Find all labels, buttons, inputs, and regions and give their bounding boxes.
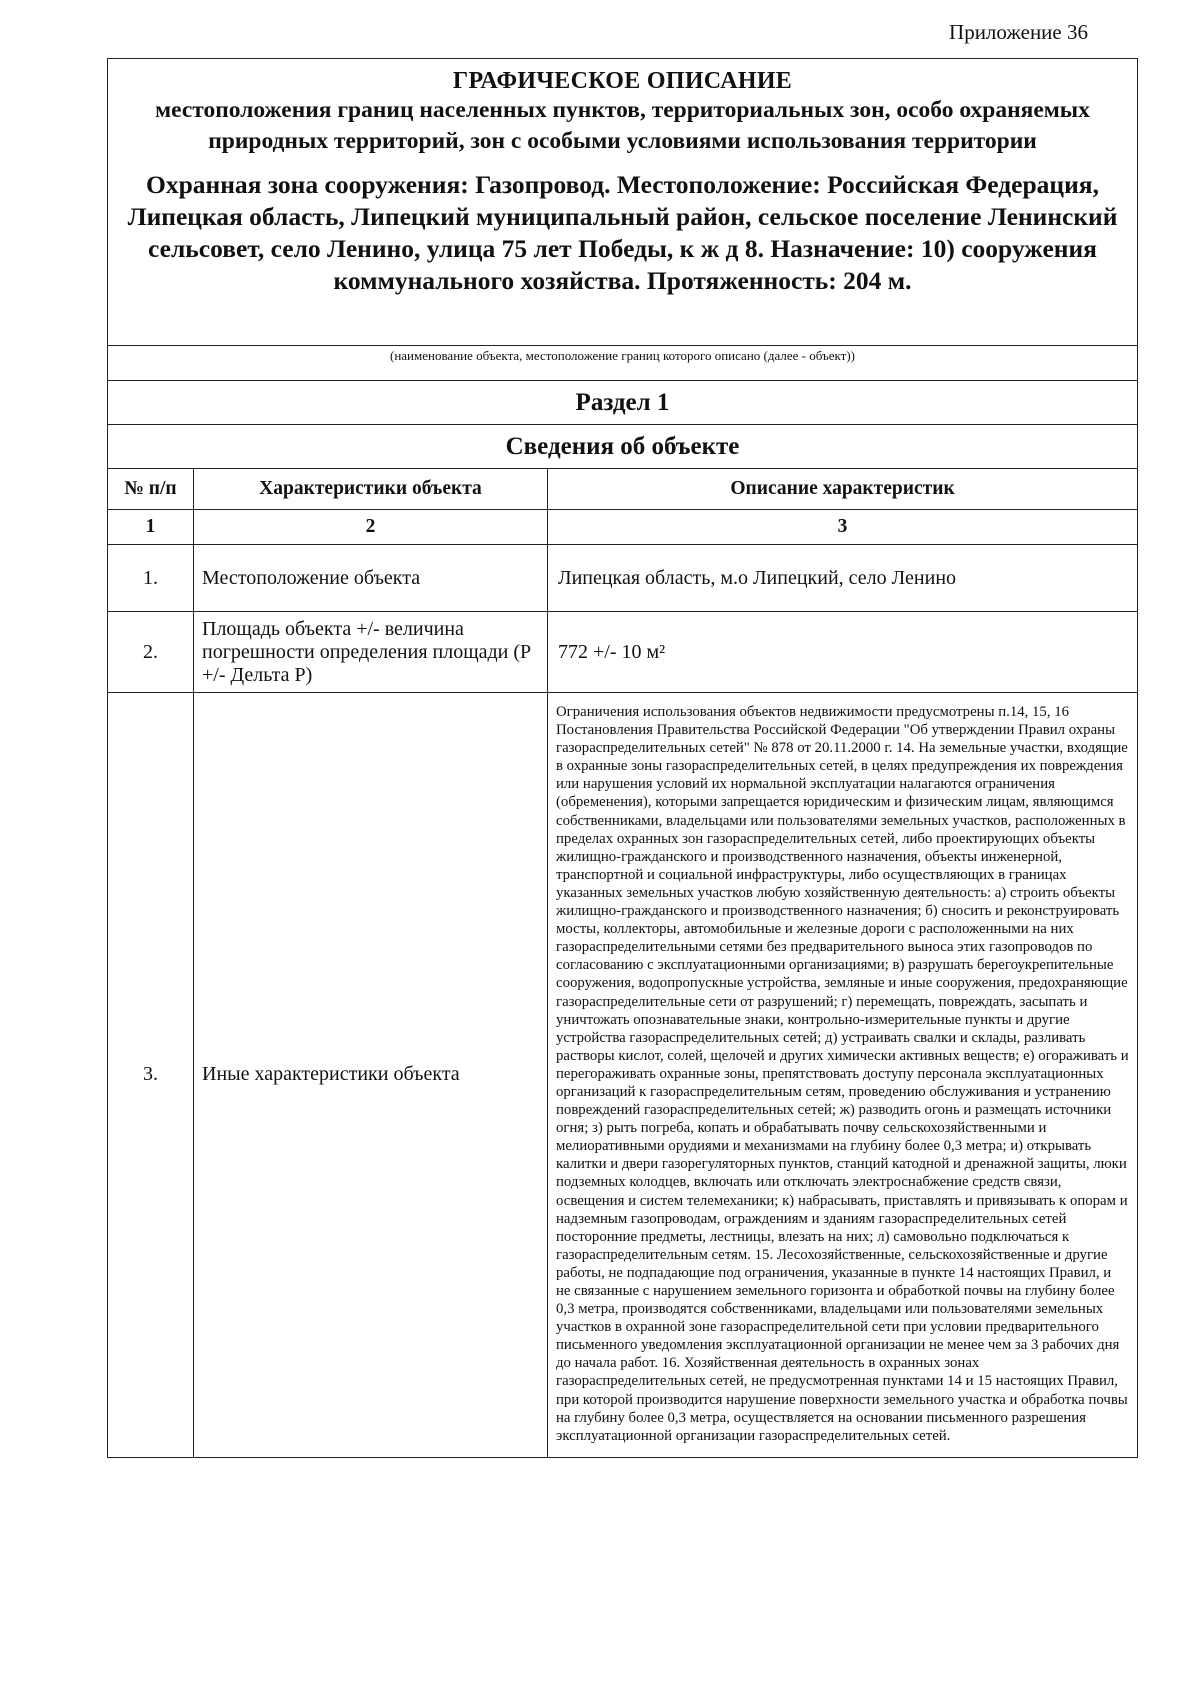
row-characteristic: Иные характеристики объекта bbox=[194, 693, 548, 1458]
row-characteristic: Площадь объекта +/- величина погрешности определения площади (Р +/- Дельта Р) bbox=[194, 612, 548, 693]
column-header-description: Описание характеристик bbox=[548, 469, 1138, 510]
column-number-row bbox=[108, 510, 1138, 545]
object-name: Охранная зона сооружения: Газопровод. Местоположение: Российская Федерация, Липецкая область, Липецкий муниципальный район, сельское поселение Ленинский сельсовет, село Ленино, улица 75 лет Победы, к ж д 8. Назначение: 10) сооружения коммунального хозяйства. Протяженность: 204 м. bbox=[127, 170, 1118, 295]
column-number: 1 bbox=[108, 510, 194, 545]
document-header bbox=[108, 59, 1138, 346]
row-description-cell bbox=[548, 693, 1138, 1458]
column-number: 2 bbox=[194, 510, 548, 545]
table-row bbox=[108, 545, 1138, 612]
column-header-characteristic: Характеристики объекта bbox=[194, 469, 548, 510]
column-header-number: № п/п bbox=[108, 469, 194, 510]
document-subtitle: местоположения границ населенных пунктов, территориальных зон, особо охраняемых природных территорий, зон с особыми условиями использования территории bbox=[155, 97, 1090, 154]
row-number: 2. bbox=[108, 612, 194, 693]
row-characteristic: Местоположение объекта bbox=[194, 545, 548, 612]
appendix-label: Приложение 36 bbox=[949, 20, 1088, 44]
column-number: 3 bbox=[548, 510, 1138, 545]
table-header-row bbox=[108, 469, 1138, 510]
section-title: Раздел 1 bbox=[108, 381, 1138, 425]
row-number: 1. bbox=[108, 545, 194, 612]
document-table bbox=[107, 58, 1138, 1458]
object-caption-cell bbox=[108, 346, 1138, 381]
section-subtitle: Сведения об объекте bbox=[108, 425, 1138, 469]
document-title: ГРАФИЧЕСКОЕ ОПИСАНИЕ bbox=[452, 68, 793, 94]
row-description: Липецкая область, м.о Липецкий, село Ленино bbox=[548, 545, 1138, 612]
table-row bbox=[108, 693, 1138, 1458]
object-caption: (наименование объекта, местоположение границ которого описано (далее - объект)) bbox=[390, 348, 855, 363]
row-description: 772 +/- 10 м² bbox=[548, 612, 1138, 693]
table-row bbox=[108, 612, 1138, 693]
row-description: Ограничения использования объектов недвижимости предусмотрены п.14, 15, 16 Постановления Правительства Российской Федерации "Об утверждении Правил охраны газораспределительных сетей" № 878 от 20.11.2000 г. 14. На земельные участки, входящие в охранные зоны газораспределительных сетей, в целях предупреждения их повреждения или нарушения условий их нормальной эксплуатации налагаются ограничения (обременения), которыми запрещается юридическим и физическим лицам, являющимся собственниками, владельцами или пользователями земельных участков, расположенных в пределах охранных зон газораспределительных сетей, либо проектирующих объекты жилищно-гражданского и производственного назначения, объекты инженерной, транспортной и социальной инфраструктуры, либо осуществляющих в границах указанных земельных участков любую хозяйственную деятельность: а) строить объекты жилищно-гражданского и производственного назначения; б) сносить и реконструировать мосты, коллекторы, автомобильные и железные дороги с расположенными на них газораспределительными сетями без предварительного выноса этих газопроводов по согласованию с эксплуатационными организациями; в) разрушать берегоукрепительные сооружения, водопропускные устройства, земляные и иные сооружения, предохраняющие газораспределительные сети от разрушений; г) перемещать, повреждать, засыпать и уничтожать опознавательные знаки, контрольно-измерительные пункты и другие устройства газораспределительных сетей; д) устраивать свалки и склады, разливать растворы кислот, солей, щелочей и других химически активных веществ; е) огораживать и перегораживать охранные зоны, препятствовать доступу персонала эксплуатационных организаций к газораспределительным сетям, проведению обслуживания и устранению повреждений газораспределительных сетей; ж) разводить огонь и размещать источники огня; з) рыть погреба, копать и обрабатывать почву сельскохозяйственными и мелиоративными орудиями и механизмами на глубину более 0,3 метра; и) открывать калитки и двери газорегуляторных пунктов, станций катодной и дренажной защиты, люки подземных колодцев, включать или отключать электроснабжение средств связи, освещения и систем телемеханики; к) набрасывать, приставлять и привязывать к опорам и надземным газопроводам, ограждениям и зданиям газораспределительных сетей посторонние предметы, лестницы, влезать на них; л) самовольно подключаться к газораспределительным сетям. 15. Лесохозяйственные, сельскохозяйственные и другие работы, не подпадающие под ограничения, указанные в пункте 14 настоящих Правил, и не связанные с нарушением земельного горизонта и обработкой почвы на глубину более 0,3 метра, производятся собственниками, владельцами или пользователями земельных участков в охранной зоне газораспределительной сети при условии предварительного письменного уведомления эксплуатационной организации не менее чем за 3 рабочих дня до начала работ. 16. Хозяйственная деятельность в охранных зонах газораспределительных сетей, не предусмотренная пунктами 14 и 15 настоящих Правил, при которой производится нарушение поверхности земельного участка и обработка почвы на глубину более 0,3 метра, осуществляется на основании письменного разрешения эксплуатационной организации газораспределительных сетей. bbox=[556, 704, 1129, 1444]
row-number: 3. bbox=[108, 693, 194, 1458]
